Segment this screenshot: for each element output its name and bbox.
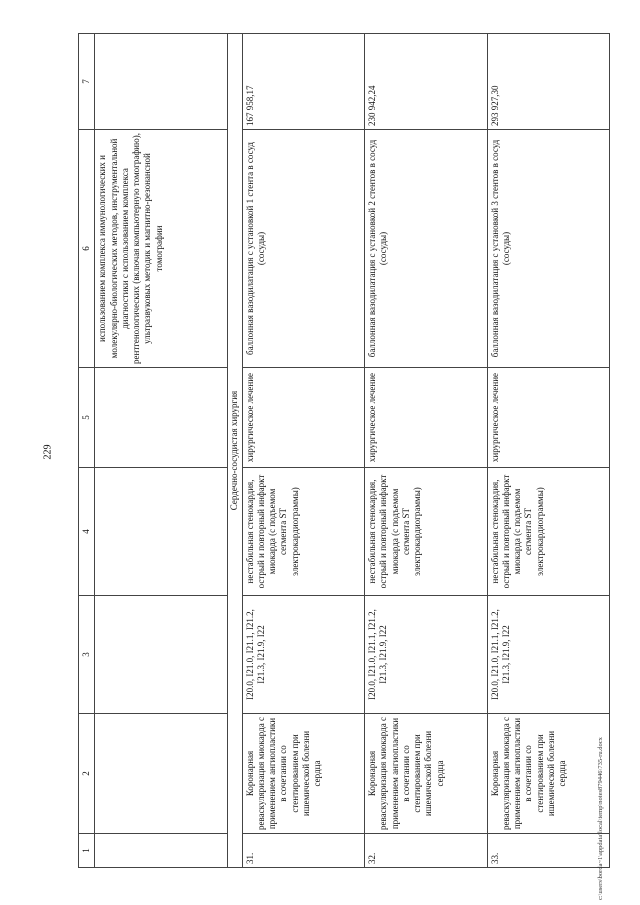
icd-codes: I20.0, I21.0, I21.1, I21.2, I21.3, I21.9, I22 (487, 596, 610, 714)
cost-value: 167 958,17 (242, 34, 365, 130)
continuation-row (95, 34, 228, 868)
table-row (487, 34, 610, 868)
medical-care-table (78, 33, 610, 868)
patient-model: нестабильная стенокардия, острый и повторный инфаркт миокарда (с подъемом сегмента ST электрокардиограммы) (242, 468, 365, 596)
col-header-2: 2 (79, 714, 95, 834)
col-header-6: 6 (79, 130, 95, 368)
treatment-type: хирургическое лечение (242, 368, 365, 468)
header-row (79, 34, 95, 868)
treatment-method: баллонная вазодилатация с установкой 3 стентов в сосуд (сосуды) (487, 130, 610, 368)
row-number: 32. (365, 834, 488, 868)
icd-codes: I20.0, I21.0, I21.1, I21.2, I21.3, I21.9, I22 (365, 596, 488, 714)
cost-value: 293 927,30 (487, 34, 610, 130)
patient-model: нестабильная стенокардия, острый и повторный инфаркт миокарда (с подъемом сегмента ST электрокардиограммы) (365, 468, 488, 596)
care-type: Коронарная реваскуляризация миокарда с применением ангиопластики в сочетании со стентированием при ишемической болезни сердца (487, 714, 610, 834)
care-type: Коронарная реваскуляризация миокарда с применением ангиопластики в сочетании со стентированием при ишемической болезни сердца (242, 714, 365, 834)
treatment-method: баллонная вазодилатация с установкой 2 стентов в сосуд (сосуды) (365, 130, 488, 368)
table-row (242, 34, 365, 868)
row-number: 31. (242, 834, 365, 868)
treatment-type: хирургическое лечение (487, 368, 610, 468)
treatment-type: хирургическое лечение (365, 368, 488, 468)
col-header-3: 3 (79, 596, 95, 714)
col-header-1: 1 (79, 834, 95, 868)
rotated-table-container (78, 34, 610, 868)
section-row (228, 34, 242, 868)
continuation-method-text: использованием комплекса иммунологических и молекулярно-биологических методов, инструментальной диагностики с использованием комплекса рентгенологических (включая компьютерную томографию), ультразвуковых методик и магнитно-резонансной томографии (95, 130, 228, 368)
section-title: Сердечно-сосудистая хирургия (228, 34, 242, 868)
care-type: Коронарная реваскуляризация миокарда с применением ангиопластики в сочетании со стентированием при ишемической болезни сердца (365, 714, 488, 834)
table-row (365, 34, 488, 868)
col-header-5: 5 (79, 368, 95, 468)
page-number: 229 (42, 444, 54, 460)
row-number: 33. (487, 834, 610, 868)
treatment-method: баллонная вазодилатация с установкой 1 стента в сосуд (сосуды) (242, 130, 365, 368)
icd-codes: I20.0, I21.0, I21.1, I21.2, I21.3, I21.9, I22 (242, 596, 365, 714)
patient-model: нестабильная стенокардия, острый и повторный инфаркт миокарда (с подъемом сегмента ST электрокардиограммы) (487, 468, 610, 596)
footer-file-path: c:\users\borda~1\appdata\local\temp\notes879446\735-ru.docx (597, 737, 604, 900)
col-header-7: 7 (79, 34, 95, 130)
col-header-4: 4 (79, 468, 95, 596)
cost-value: 230 942,24 (365, 34, 488, 130)
